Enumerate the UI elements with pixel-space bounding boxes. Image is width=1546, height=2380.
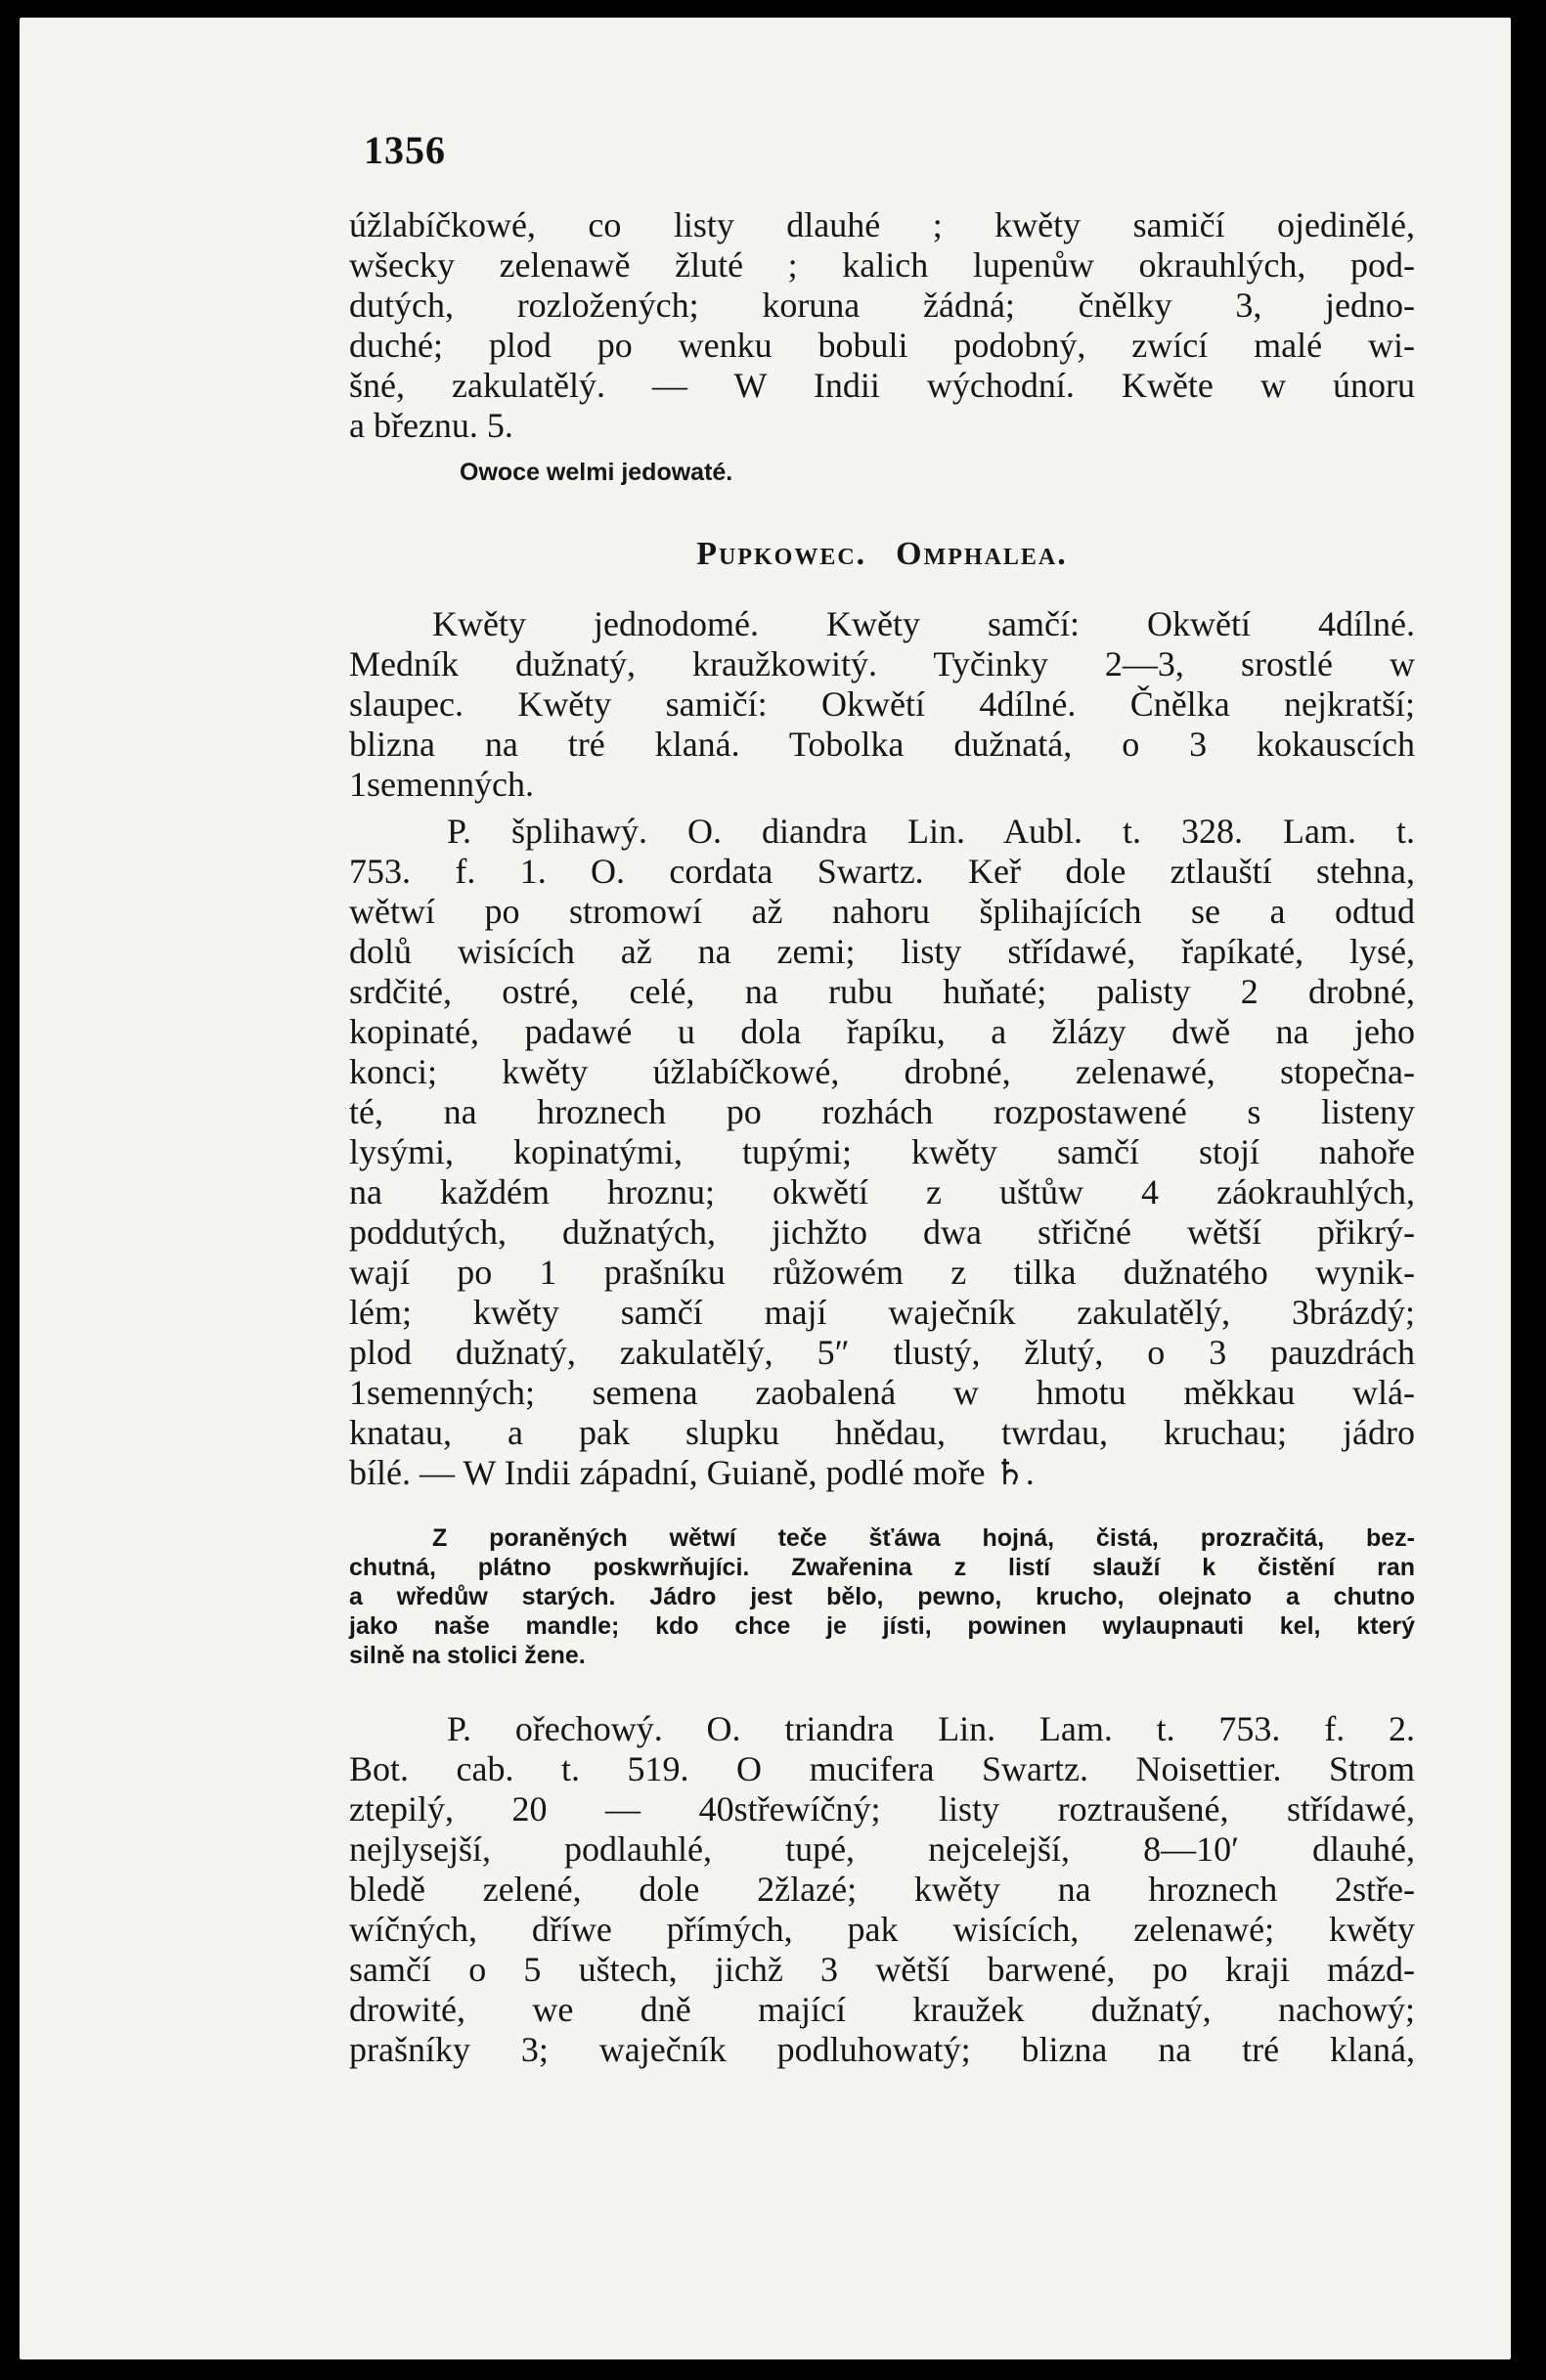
species-orechowy: [349, 1709, 1415, 2070]
note-line: a wředůw starých. Jádro jest bělo, pewno, kruchо, olejnato a chutno: [349, 1583, 1415, 1610]
text-line: blizna na tré klaná. Tobolka dužnatá, o 3 kokauscích: [349, 725, 1415, 764]
text-line: srdčité, ostré, celé, na rubu huňaté; palisty 2 drobné,: [349, 972, 1415, 1011]
text-line: slaupec. Kwěty samičí: Okwětí 4dílné. Čnělka nejkratší;: [349, 684, 1415, 724]
species-splihawy: [349, 812, 1415, 1493]
text-line: prašníky 3; waječník podluhowatý; blizna na tré klaná,: [349, 2030, 1415, 2069]
text-line: 1semenných.: [349, 765, 534, 804]
note-line: jako naše mandle; kdo chce je jísti, powinen wylaupnauti kel, který: [349, 1612, 1415, 1640]
text-line: šné, zakulatělý. — W Indii wýchodní. Kwěte w únoru: [349, 366, 1415, 405]
text-line: duché; plod po wenku bobuli podobný, zwící malé wi-: [349, 326, 1415, 365]
text-line: dolů wisících až na zemi; listy střídawé, řapíkaté, lysé,: [349, 932, 1415, 971]
species-splihawy-note: [349, 1523, 1415, 1670]
text-line: konci; kwěty úžlabíčkowé, drobné, zelenawé, stopečna-: [349, 1052, 1415, 1091]
text-line: úžlabíčkowé, co listy dlauhé ; kwěty samičí ojedinělé,: [349, 205, 1415, 244]
text-line: té, na hroznech po rozhách rozpostawené s listeny: [349, 1092, 1415, 1131]
genus-description: [349, 604, 1415, 805]
genus-latin-name: Omphalea.: [896, 536, 1068, 572]
text-line: 753. f. 1. O. cordata Swartz. Keř dole ztlauští stehna,: [349, 852, 1415, 891]
text-line: drowité, we dně mající kraužek dužnatý, nachowý;: [349, 1990, 1415, 2029]
text-line: wíčných, dříwe přímých, pak wisících, zelenawé; kwěty: [349, 1910, 1415, 1949]
text-line: dutých, rozložených; koruna žádná; čnělky 3, jedno-: [349, 286, 1415, 325]
text-line: bílé. — W Indii západní, Guianě, podlé moře ♄.: [349, 1453, 1035, 1492]
text-line: samčí o 5 uštech, jichž 3 wětší barwené, po kraji mázd-: [349, 1950, 1415, 1989]
text-line: lém; kwěty samčí mají waječník zakulatělý, 3brázdý;: [349, 1293, 1415, 1332]
text-line: a březnu. 5.: [349, 406, 513, 445]
note-line: chutná, plátno poskwrňujíci. Zwařenina z listí slauží k čistění ran: [349, 1554, 1415, 1581]
text-line: 1semenných; semena zaobalená w hmotu měkkau wlá-: [349, 1373, 1415, 1412]
text-line: wšecky zelenawě žluté ; kalich lupenůw okrauhlých, pod-: [349, 245, 1415, 285]
text-line: P. šplihawý. O. diandra Lin. Aubl. t. 328. Lam. t.: [447, 812, 1415, 851]
note-line: Z poraněných wětwí teče šťáwa hojná, čistá, prozračitá, bez-: [432, 1524, 1415, 1552]
text-line: wají po 1 prašníku růžowém z tilka dužnatého wynik-: [349, 1253, 1415, 1292]
page-number: 1356: [364, 128, 446, 172]
text-line: lysými, kopinatými, tupými; kwěty samčí stojí nahoře: [349, 1132, 1415, 1171]
genus-czech-name: Pupkowec.: [696, 536, 867, 572]
text-line: na každém hroznu; okwětí z uštůw 4 záokrauhlých,: [349, 1172, 1415, 1212]
text-line: Bot. cab. t. 519. O mucifera Swartz. Noisettier. Strom: [349, 1749, 1415, 1788]
continuation-note: [460, 458, 1340, 487]
text-line: knatau, a pak slupku hnědau, twrdau, kruchau; jádro: [349, 1413, 1415, 1452]
text-line: kopinaté, padawé u dola řapíku, a žlázy dwě na jeho: [349, 1012, 1415, 1051]
text-line: P. ořechowý. O. triandra Lin. Lam. t. 753. f. 2.: [447, 1709, 1415, 1748]
continuation-paragraph: [349, 205, 1415, 446]
text-line: ztepilý, 20 — 40střewíčný; listy roztraušené, střídawé,: [349, 1789, 1415, 1829]
text-line: Kwěty jednodomé. Kwěty samčí: Okwětí 4dílné.: [432, 604, 1415, 643]
genus-heading: [349, 536, 1415, 573]
text-line: poddutých, dužnatých, jichžto dwa střičné wětší přikrý-: [349, 1212, 1415, 1252]
text-line: plod dužnatý, zakulatělý, 5″ tlustý, žlutý, o 3 pauzdrách: [349, 1333, 1415, 1372]
note-line: Owoce welmi jedowaté.: [460, 459, 733, 486]
note-line: silně na stolici žene.: [349, 1642, 586, 1669]
text-line: bledě zelené, dole 2žlazé; kwěty na hroznech 2stře-: [349, 1870, 1415, 1909]
text-line: Medník dužnatý, kraužkowitý. Tyčinky 2—3, srostlé w: [349, 644, 1415, 683]
text-line: wětwí po stromowí až nahoru šplihajících se a odtud: [349, 892, 1415, 931]
text-line: nejlysejší, podlauhlé, tupé, nejcelejší, 8—10′ dlauhé,: [349, 1829, 1415, 1869]
